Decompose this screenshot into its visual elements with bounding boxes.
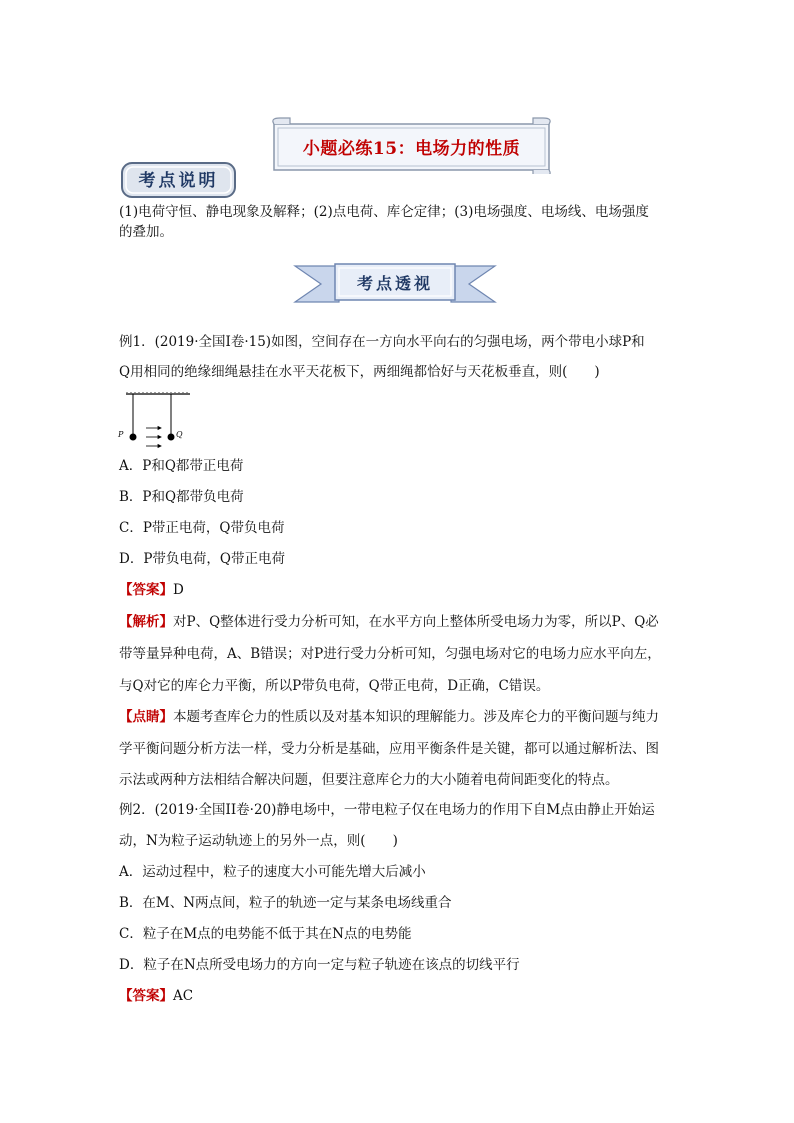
page-title: 小题必练15：电场力的性质 [302,139,521,159]
answer-value: D [173,582,184,598]
intro-line-2: 的叠加。 [119,224,173,240]
answer-value-2: AC [173,988,194,1004]
example1-stem-2: Q用相同的绝缘细绳悬挂在水平天花板下，两细绳都恰好与天花板垂直，则( ) [119,364,600,380]
example1-answer [119,580,184,600]
example1-analysis-3: 与Q对它的库仑力平衡，所以P带负电荷，Q带正电荷，D正确，C错误。 [119,678,550,694]
answer-tag: 【答案】 [119,582,173,598]
example2-option-a: A．运动过程中，粒子的速度大小可能先增大后减小 [119,864,426,880]
analysis-tag: 【解析】 [119,614,173,630]
label-p: P [118,430,124,439]
example1-note-1 [119,707,659,727]
example2-option-d: D．粒子在N点所受电场力的方向一定与粒子轨迹在该点的切线平行 [119,957,520,973]
example1-option-c: C．P带正电荷，Q带负电荷 [119,520,285,536]
example1-option-d: D．P带负电荷，Q带正电荷 [119,551,285,567]
section-badge: 考点说明 [138,171,219,191]
example1-note-2: 学平衡问题分析方法一样，受力分析是基础，应用平衡条件是关键，都可以通过解析法、图 [119,741,659,757]
label-q: Q [176,430,183,439]
figure-hanging-charges [118,392,198,452]
example1-stem-1: 例1．(2019·全国Ⅰ卷·15)如图，空间存在一方向水平向右的匀强电场，两个带电小球P和 [119,334,645,350]
intro-line-1: (1)电荷守恒、静电现象及解释；(2)点电荷、库仑定律；(3)电场强度、电场线、电场强度 [119,204,649,220]
example2-stem-1: 例2．(2019·全国II卷·20)静电场中，一带电粒子仅在电场力的作用下自M点由静止开始运 [119,802,655,818]
answer-tag-2: 【答案】 [119,988,173,1004]
example2-option-c: C．粒子在M点的电势能不低于其在N点的电势能 [119,926,412,942]
example2-option-b: B．在M、N两点间，粒子的轨迹一定与某条电场线重合 [119,895,452,911]
example1-note-3: 示法或两种方法相结合解决问题，但要注意库仑力的大小随着电荷间距变化的特点。 [119,772,619,788]
note-tag: 【点睛】 [119,709,173,725]
example1-option-a: A．P和Q都带正电荷 [119,458,244,474]
section-ribbon: 考点透视 [356,274,433,293]
example1-option-b: B．P和Q都带负电荷 [119,489,244,505]
example1-analysis-2: 带等量异种电荷，A、B错误；对P进行受力分析可知，匀强电场对它的电场力应水平向左， [119,646,661,662]
example1-analysis-1 [119,612,659,632]
example2-stem-2: 动，N为粒子运动轨迹上的另外一点，则( ) [119,833,398,849]
analysis-text-1: 对P、Q整体进行受力分析可知，在水平方向上整体所受电场力为零，所以P、Q必 [173,614,659,630]
example2-answer [119,986,193,1006]
note-text-1: 本题考查库仑力的性质以及对基本知识的理解能力。涉及库仑力的平衡问题与纯力 [173,709,659,725]
